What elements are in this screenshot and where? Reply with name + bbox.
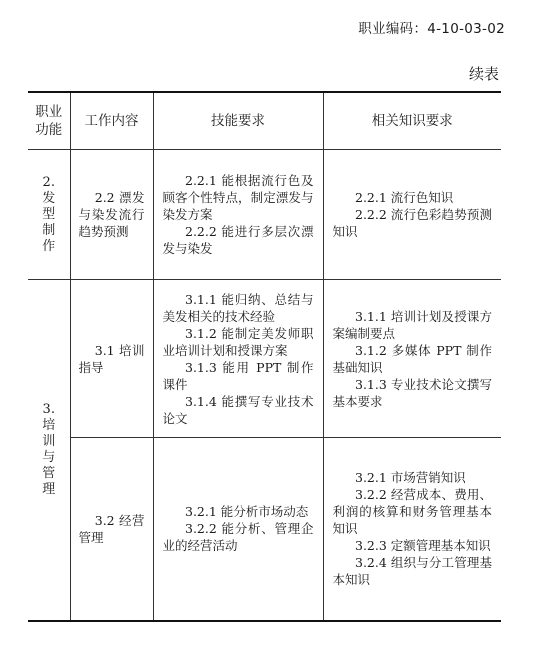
col-header-skills: 技能要求 (153, 92, 323, 150)
occupation-code: 职业编码：4-10-03-02 (358, 21, 505, 37)
skill-item: 2.2.2 能进行多层次漂发与染发 (162, 224, 314, 256)
table-header-row (28, 92, 501, 150)
knowledge-item: 2.2.2 流行色彩趋势预测知识 (332, 207, 492, 239)
continued-label: 续表 (468, 65, 499, 83)
skill-item: 3.2.1 能分析市场动态 (185, 504, 309, 520)
skills-table (28, 91, 501, 622)
function-cell (28, 280, 70, 621)
function-number: 2. (42, 174, 55, 190)
table-row (28, 280, 501, 438)
skills-cell (153, 150, 323, 280)
col-header-function: 职业功能 (28, 92, 70, 150)
skill-item: 2.2.1 能根据流行色及顾客个性特点，制定漂发与染发方案 (162, 173, 314, 222)
knowledge-item: 2.2.1 流行色知识 (355, 190, 454, 205)
knowledge-item: 3.2.4 组织与分工管理基本知识 (332, 555, 492, 588)
skill-item: 3.2.2 能分析、管理企业的经营活动 (162, 521, 314, 554)
col-header-work: 工作内容 (70, 92, 153, 150)
table-row (28, 438, 501, 621)
knowledge-item: 3.1.2 多媒体 PPT 制作基础知识 (332, 342, 492, 375)
skills-cell (153, 280, 323, 438)
knowledge-item: 3.1.3 专业技术论文撰写基本要求 (332, 376, 492, 409)
skill-item: 3.1.1 能归纳、总结与美发相关的技术经验 (162, 291, 314, 324)
work-content-cell: 3.2 经营管理 (70, 438, 153, 621)
knowledge-item: 3.2.3 定额管理基本知识 (355, 538, 491, 554)
skill-item: 3.1.3 能用 PPT 制作课件 (162, 359, 314, 392)
col-header-knowledge: 相关知识要求 (323, 92, 501, 150)
knowledge-item: 3.1.1 培训计划及授课方案编制要点 (332, 308, 492, 341)
function-number: 3. (42, 401, 55, 417)
knowledge-item: 3.2.2 经营成本、费用、利润的核算和财务管理基本知识 (332, 487, 492, 537)
skills-cell (153, 438, 323, 621)
work-content-cell: 3.1 培训指导 (70, 280, 153, 438)
table-row (28, 150, 501, 280)
knowledge-cell (323, 280, 501, 438)
skill-item: 3.1.4 能撰写专业技术论文 (162, 393, 314, 426)
function-name: 培训与管理 (42, 417, 56, 497)
function-cell (28, 150, 70, 280)
function-name: 发型制作 (42, 190, 56, 254)
knowledge-cell (323, 150, 501, 280)
knowledge-item: 3.2.1 市场营销知识 (355, 470, 466, 486)
knowledge-cell (323, 438, 501, 621)
skill-item: 3.1.2 能制定美发师职业培训计划和授课方案 (162, 325, 314, 358)
work-content-cell: 2.2 漂发与染发流行趋势预测 (70, 150, 153, 280)
